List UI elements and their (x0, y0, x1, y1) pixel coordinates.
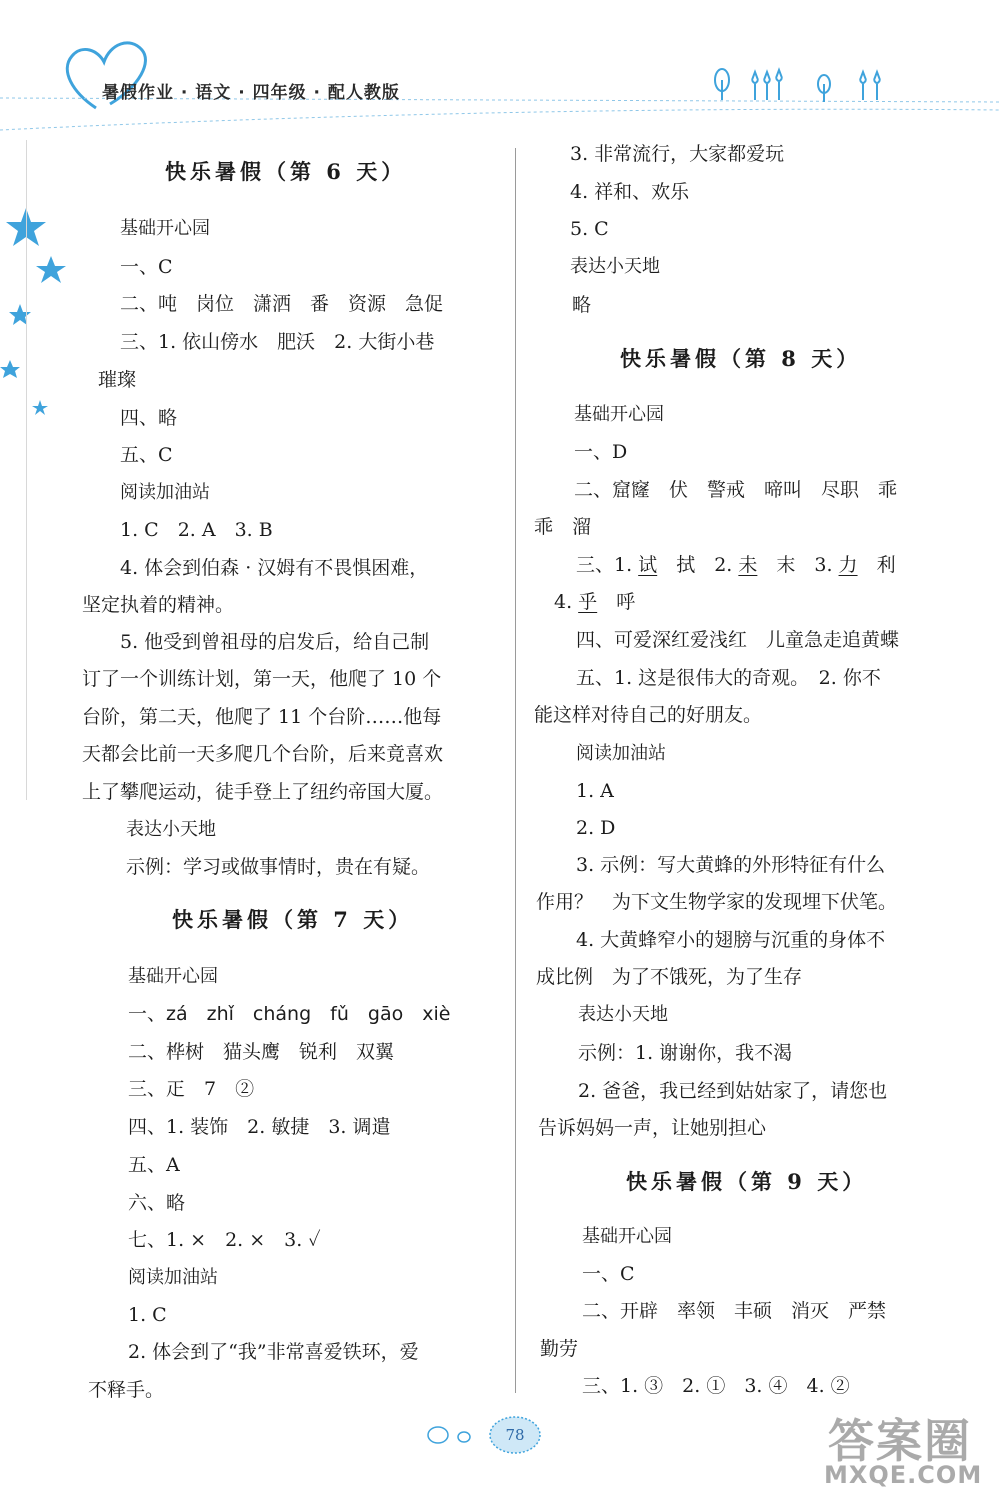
watermark-url: MXQE.COM (824, 1461, 983, 1489)
day6-reading-4-cont: 坚定执着的精神。 (82, 594, 235, 616)
column-divider (515, 148, 516, 1393)
day6-reading-1: 1. C 2. A 3. B (120, 519, 273, 541)
day7-answer-4: 四、1. 装饰 2. 敏捷 3. 调遣 (128, 1116, 391, 1138)
day8-answer-3b-text: 呼 (597, 591, 636, 613)
day6-answer-2: 二、吨 岗位 潇洒 番 资源 急促 (120, 293, 444, 315)
header-decoration (0, 0, 1000, 140)
day7-reading-2: 2. 体会到了“我”非常喜爱铁环，爱 (128, 1341, 419, 1363)
page-header (0, 0, 1000, 140)
day8-answer-3-text-1: 拭 2. (657, 554, 739, 576)
day8-answer-3 (576, 553, 896, 577)
day9-answer-2-cont: 勤劳 (540, 1338, 579, 1360)
day8-express-2-cont: 告诉妈妈一声，让她别担心 (538, 1117, 767, 1139)
day6-title: 快乐暑假（第 6 天） (165, 159, 407, 184)
day8-section-basic: 基础开心园 (574, 404, 664, 425)
day6-answer-1: 一、C (120, 256, 173, 278)
day8-express-1: 示例：1. 谢谢你，我不渴 (578, 1042, 793, 1064)
bubble-icon (458, 1432, 470, 1442)
day9-answer-2: 二、开辟 率领 丰硕 消灭 严禁 (582, 1300, 887, 1322)
tree-icon (715, 69, 880, 102)
day6-section-basic: 基础开心园 (120, 218, 210, 239)
day7-reading-1: 1. C (128, 1304, 167, 1326)
day9-answer-3: 三、1. ③ 2. ① 3. ④ 4. ② (582, 1375, 850, 1397)
day7-section-express: 表达小天地 (570, 256, 660, 277)
day6-reading-5-line2: 订了一个训练计划，第一天，他爬了 10 个 (82, 668, 442, 690)
star-icon (0, 360, 20, 378)
day8-title: 快乐暑假（第 8 天） (620, 346, 862, 371)
day7-reading-3: 3. 非常流行，大家都爱玩 (570, 143, 785, 165)
day6-section-express: 表达小天地 (126, 819, 216, 840)
day7-answer-1-prefix: 一、 (128, 1003, 167, 1025)
day7-section-basic: 基础开心园 (128, 966, 218, 987)
day6-answer-4: 四、略 (120, 407, 178, 429)
day8-answer-3-cont (554, 590, 635, 614)
day7-answer-7: 七、1. × 2. × 3. ✓ (128, 1229, 321, 1251)
margin-line (26, 140, 27, 800)
watermark (820, 1405, 995, 1490)
day6-answer-3: 三、1. 依山傍水 肥沃 2. 大街小巷 (120, 331, 435, 353)
page-number-decoration (420, 1410, 560, 1460)
day7-reading-2-cont: 不释手。 (88, 1379, 165, 1401)
header-curve (0, 109, 1000, 130)
day8-answer-3-word-1: 试 (638, 554, 658, 576)
day7-reading-4: 4. 祥和、欢乐 (570, 181, 690, 203)
day6-reading-5: 5. 他受到曾祖母的启发后，给自己制 (120, 631, 430, 653)
day6-reading-5-line3: 台阶，第二天，他爬了 11 个台阶……他每 (82, 706, 442, 728)
day9-title: 快乐暑假（第 9 天） (626, 1169, 868, 1194)
day9-answer-1: 一、C (582, 1263, 635, 1285)
day8-reading-4-cont: 成比例 为了不饿死，为了生存 (536, 966, 803, 988)
day8-answer-5-cont: 能这样对待自己的好朋友。 (534, 704, 763, 726)
header-title: 暑假作业 · 语文 · 四年级 · 配人教版 (102, 83, 400, 103)
day7-answer-6: 六、略 (128, 1192, 186, 1214)
star-icon (32, 400, 48, 415)
day8-reading-1: 1. A (576, 780, 614, 802)
day7-answer-3: 三、𤴓 7 ② (128, 1078, 255, 1100)
day8-answer-3b-word: 乎 (578, 591, 598, 613)
day8-answer-1: 一、D (574, 441, 628, 463)
day9-section-basic: 基础开心园 (582, 1226, 672, 1247)
day8-answer-3-text-2: 末 3. (757, 554, 839, 576)
watermark-main: 答案圈 (828, 1414, 972, 1468)
day6-express-1: 示例：学习或做事情时，贵在有疑。 (126, 856, 431, 878)
day8-answer-2-cont: 乖 溜 (534, 516, 592, 538)
day8-answer-4: 四、可爱深红爱浅红 儿童急走追黄蝶 (576, 629, 900, 651)
day7-express-1: 略 (572, 294, 592, 316)
bubble-icon (428, 1427, 448, 1443)
day8-answer-3-word-3: 力 (838, 554, 858, 576)
day7-title: 快乐暑假（第 7 天） (172, 907, 414, 932)
day8-section-reading: 阅读加油站 (576, 743, 666, 764)
day7-answer-5: 五、A (128, 1154, 180, 1176)
star-icon (36, 256, 66, 283)
day7-section-reading: 阅读加油站 (128, 1267, 218, 1288)
day8-reading-2: 2. D (576, 817, 616, 839)
day7-answer-2: 二、桦树 猫头鹰 锐利 双翼 (128, 1041, 395, 1063)
day8-answer-3-prefix: 三、1. (576, 554, 639, 576)
day7-reading-5: 5. C (570, 218, 609, 240)
star-decoration (0, 200, 80, 640)
day7-answer-1 (128, 1002, 450, 1026)
day8-section-express: 表达小天地 (578, 1004, 668, 1025)
day6-answer-5: 五、C (120, 444, 173, 466)
star-icon (9, 304, 31, 325)
day6-reading-4: 4. 体会到伯森 · 汉姆有不畏惧困难， (120, 557, 429, 579)
day6-answer-3-cont: 璀璨 (98, 369, 137, 391)
day7-answer-1-pinyin: zá zhǐ cháng fǔ gāo xiè (166, 1003, 451, 1025)
day6-reading-5-line5: 上了攀爬运动，徒手登上了纽约帝国大厦。 (82, 781, 444, 803)
day8-answer-3-text-3: 利 (857, 554, 896, 576)
day8-answer-2: 二、窟窿 伏 警戒 啼叫 尽职 乖 (574, 479, 898, 501)
day8-answer-3b-prefix: 4. (554, 591, 579, 613)
day8-answer-3-word-2: 未 (738, 554, 758, 576)
day8-answer-5: 五、1. 这是很伟大的奇观。 2. 你不 (576, 667, 881, 689)
day8-reading-3-cont: 作用？ 为下文生物学家的发现埋下伏笔。 (536, 891, 898, 913)
page-number: 78 (505, 1426, 525, 1444)
day8-express-2: 2. 爸爸，我已经到姑姑家了，请您也 (578, 1080, 888, 1102)
day8-reading-4: 4. 大黄蜂窄小的翅膀与沉重的身体不 (576, 929, 886, 951)
day8-reading-3: 3. 示例：写大黄蜂的外形特征有什么 (576, 854, 886, 876)
day6-section-reading: 阅读加油站 (120, 482, 210, 503)
day6-reading-5-line4: 天都会比前一天多爬几个台阶，后来竟喜欢 (82, 743, 444, 765)
